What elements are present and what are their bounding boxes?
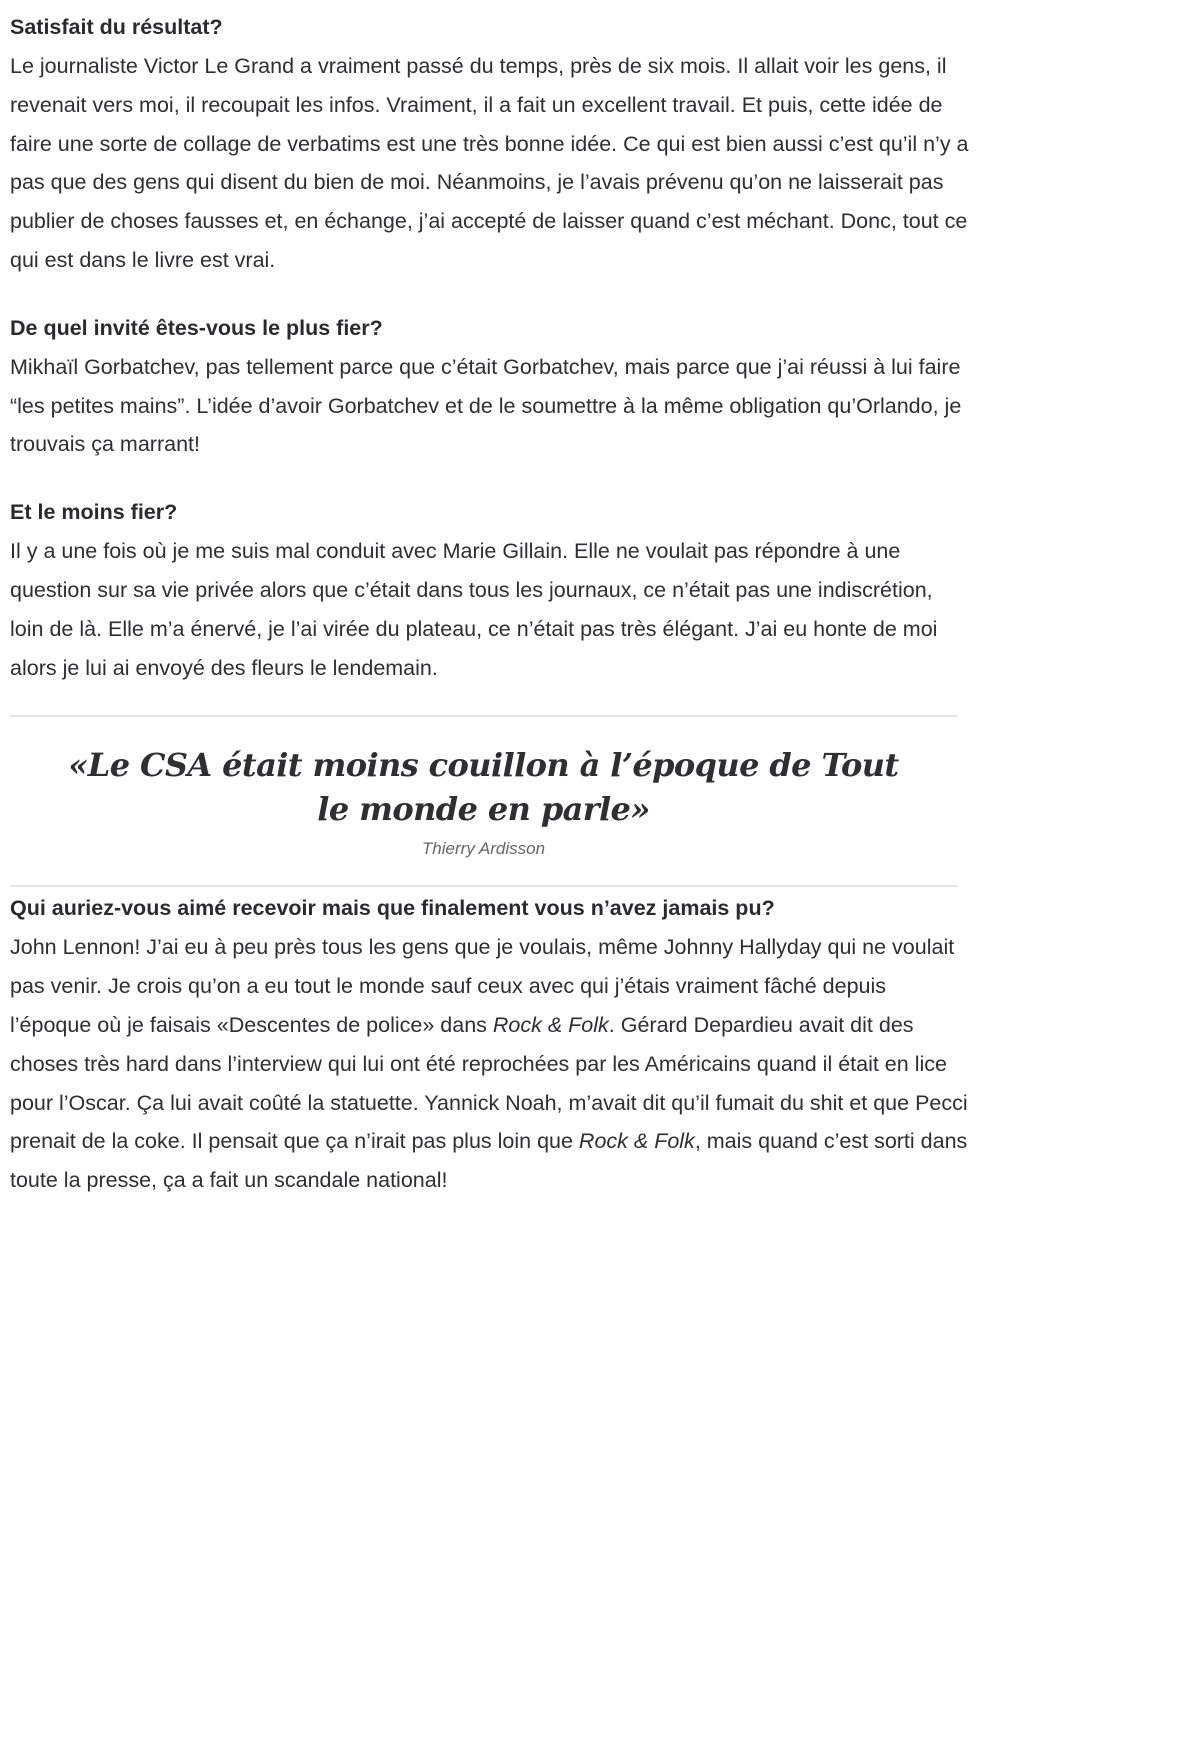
question-heading: Satisfait du résultat? [10, 15, 223, 39]
article-body [10, 0, 970, 1200]
magazine-title: Rock & Folk [578, 1129, 695, 1154]
answer-paragraph: Mikhaïl Gorbatchev, pas tellement parce que c’était Gorbatchev, mais parce que j’ai réussi à lui faire “les petites mains”. L’idée d’avoir Gorbatchev et de le soumettre à la même obligation qu’Orlando, je trouvais ça marrant! [10, 354, 962, 457]
answer-text: , mais quand c’est sorti dans toute la presse, ça a fait un scandale national! [10, 1129, 968, 1193]
answer-paragraph: Il y a une fois où je me suis mal conduit avec Marie Gillain. Elle ne voulait pas répondre à une question sur sa vie privée alors que c’était dans tous les journaux, ce n’était pas une indiscrétion, loin de là. Elle m’a énervé, je l’ai virée du plateau, ce n’était pas très élégant. J’ai eu honte de moi alors je lui ai envoyé des fleurs le lendemain. [10, 539, 938, 680]
answer-text: John Lennon! J’ai eu à peu près tous les gens que je voulais, même Johnny Hallyday qui ne voulait pas venir. Je crois qu’on a eu tout le monde sauf ceux avec qui j’étais vraiment fâché depuis l’époque où je faisais «Descentes de police» dans [10, 935, 955, 1037]
pull-quote-text: «Le CSA était moins couillon à l’époque de Tout le monde en parle» [68, 746, 899, 829]
divider [10, 885, 957, 887]
pull-quote-author: Thierry Ardisson [421, 839, 546, 859]
answer-paragraph: Le journaliste Victor Le Grand a vraiment passé du temps, près de six mois. Il allait voir les gens, il revenait vers moi, il recoupait les infos. Vraiment, il a fait un excellent travail. Et puis, cette idée de faire une sorte de collage de verbatims est une très bonne idée. Ce qui est bien aussi c’est qu’il n’y a pas que des gens qui disent du bien de moi. Néanmoins, je l’avais prévenu qu’on ne laisserait pas publier de choses fausses et, en échange, j’ai accepté de laisser quand c’est méchant. Donc, tout ce qui est dans le livre est vrai. [10, 54, 969, 272]
question-heading: De quel invité êtes-vous le plus fier? [10, 315, 383, 340]
answer-paragraph [10, 928, 970, 1200]
pull-quote [10, 717, 957, 885]
answer-text: . Gérard Depardieu avait dit des choses très hard dans l’interview qui lui ont été reprochées par les Américains quand il était en lice pour l’Oscar. Ça lui avait coûté la statuette. Yannick Noah, m’avait dit qu’il fumait du shit et que Pecci prenait de la coke. Il pensait que ça n’irait pas plus loin que [10, 1012, 968, 1154]
question-heading: Qui auriez-vous aimé recevoir mais que finalement vous n’avez jamais pu? [10, 896, 775, 921]
magazine-title: Rock & Folk [492, 1012, 609, 1037]
question-heading: Et le moins fier? [10, 500, 178, 525]
